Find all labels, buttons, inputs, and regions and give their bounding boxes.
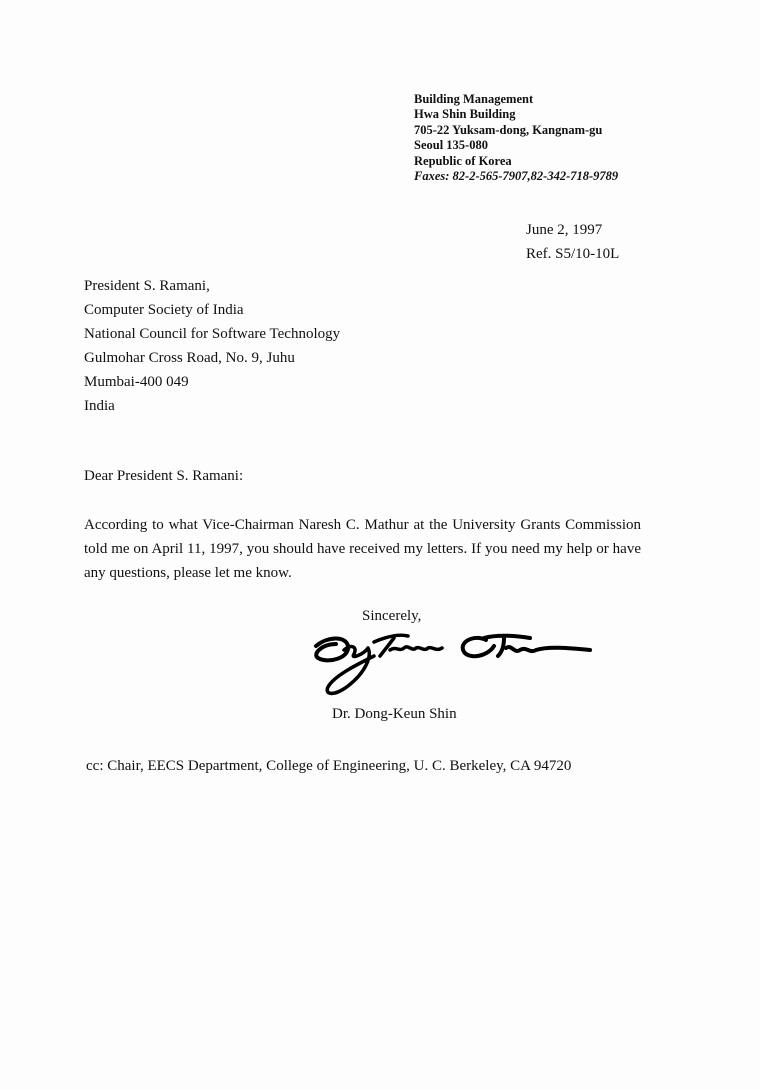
salutation: Dear President S. Ramani: <box>84 468 244 484</box>
recipient-line: Gulmohar Cross Road, No. 9, Juhu <box>84 350 295 366</box>
cc-line: cc: Chair, EECS Department, College of Engineering, U. C. Berkeley, CA 94720 <box>86 758 572 774</box>
letter-body: According to what Vice-Chairman Naresh C. Mathur at the University Grants Commission told me on April 11, 1997, you should have received my letters. If you need my help or have any questions, please let me know. <box>84 517 641 581</box>
recipient-line: National Council for Software Technology <box>84 326 341 342</box>
date-block <box>526 218 619 266</box>
closing: Sincerely, <box>362 608 422 624</box>
sender-line: Building Management <box>414 92 534 106</box>
recipient-line: India <box>84 398 115 414</box>
sender-line: Republic of Korea <box>414 153 512 168</box>
signature-image <box>308 628 598 698</box>
recipient-line: President S. Ramani, <box>84 278 210 294</box>
sender-address <box>414 92 618 184</box>
signature-stroke <box>327 647 374 694</box>
letter-reference: Ref. S5/10-10L <box>526 246 620 262</box>
sender-fax: Faxes: 82-2-565-7907,82-342-718-9789 <box>414 169 619 184</box>
signature-stroke <box>374 635 442 656</box>
signature-stroke <box>463 636 590 657</box>
recipient-line: Computer Society of India <box>84 302 244 318</box>
recipient-address <box>84 274 340 418</box>
sender-line: Seoul 135-080 <box>414 138 488 153</box>
recipient-line: Mumbai-400 049 <box>84 374 189 390</box>
sender-line: Hwa Shin Building <box>414 107 516 122</box>
signer-name: Dr. Dong-Keun Shin <box>332 706 457 722</box>
letter-date: June 2, 1997 <box>526 222 603 238</box>
sender-line: 705-22 Yuksam-dong, Kangnam-gu <box>414 122 603 137</box>
